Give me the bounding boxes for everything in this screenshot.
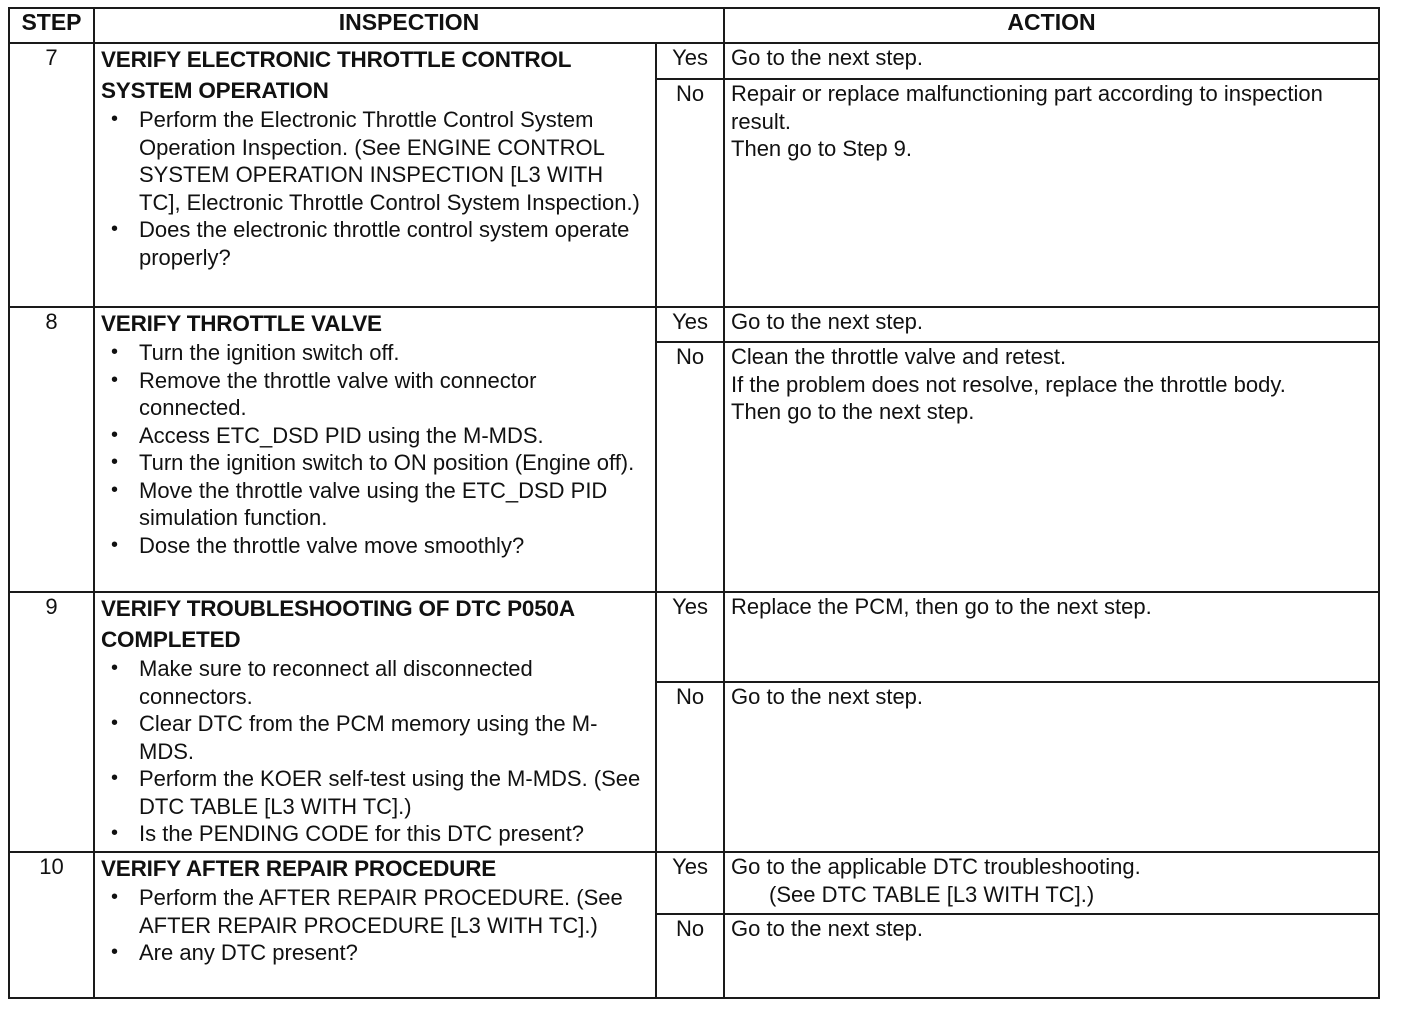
yes-action: Go to the next step. xyxy=(724,43,1379,79)
inspection-header: INSPECTION xyxy=(94,8,724,43)
inspection-title: VERIFY TROUBLESHOOTING OF DTC P050A COMPLETED xyxy=(101,596,575,652)
table-row xyxy=(9,592,1379,682)
inspection-title: VERIFY ELECTRONIC THROTTLE CONTROL SYSTEM OPERATION xyxy=(101,47,572,103)
inspection-bullet-list xyxy=(101,339,649,559)
action-header: ACTION xyxy=(724,8,1379,43)
inspection-cell xyxy=(94,43,656,307)
no-label: No xyxy=(656,79,724,307)
table-row xyxy=(9,43,1379,79)
step-number: 7 xyxy=(9,43,94,307)
step-number: 8 xyxy=(9,307,94,592)
yes-label: Yes xyxy=(656,592,724,682)
list-item: • Dose the throttle valve move smoothly? xyxy=(139,532,649,560)
inspection-cell xyxy=(94,592,656,852)
list-item: • Move the throttle valve using the ETC_DSD PID simulation function. xyxy=(139,477,649,532)
no-label: No xyxy=(656,914,724,998)
inspection-bullet-list xyxy=(101,655,649,848)
no-label: No xyxy=(656,682,724,852)
yes-action: Go to the applicable DTC troubleshooting. (See DTC TABLE [L3 WITH TC].) xyxy=(724,852,1379,914)
inspection-cell xyxy=(94,852,656,998)
list-item: • Access ETC_DSD PID using the M-MDS. xyxy=(139,422,649,450)
yes-action: Replace the PCM, then go to the next step. xyxy=(724,592,1379,682)
inspection-title: VERIFY THROTTLE VALVE xyxy=(101,311,382,336)
no-action: Go to the next step. xyxy=(724,914,1379,998)
list-item: • Are any DTC present? xyxy=(139,939,649,967)
inspection-bullet-list xyxy=(101,884,649,967)
yes-action: Go to the next step. xyxy=(724,307,1379,342)
list-item: • Clear DTC from the PCM memory using the M-MDS. xyxy=(139,710,649,765)
list-item: • Is the PENDING CODE for this DTC present? xyxy=(139,820,649,848)
list-item: • Perform the AFTER REPAIR PROCEDURE. (See AFTER REPAIR PROCEDURE [L3 WITH TC].) xyxy=(139,884,649,939)
table-row xyxy=(9,307,1379,342)
diagnostic-table xyxy=(8,7,1380,999)
step-number: 9 xyxy=(9,592,94,852)
list-item: • Does the electronic throttle control system operate properly? xyxy=(139,216,649,271)
list-item: • Perform the Electronic Throttle Control System Operation Inspection. (See ENGINE CONTROL SYSTEM OPERATION INSPECTION [L3 WITH TC], Electronic Throttle Control System Inspection.) xyxy=(139,106,649,216)
step-header: STEP xyxy=(9,8,94,43)
no-action: Go to the next step. xyxy=(724,682,1379,852)
inspection-title: VERIFY AFTER REPAIR PROCEDURE xyxy=(101,856,497,881)
list-item: • Turn the ignition switch to ON position (Engine off). xyxy=(139,449,649,477)
list-item: • Turn the ignition switch off. xyxy=(139,339,649,367)
inspection-bullet-list xyxy=(101,106,649,271)
yes-label: Yes xyxy=(656,307,724,342)
step-number: 10 xyxy=(9,852,94,998)
list-item: • Perform the KOER self-test using the M-MDS. (See DTC TABLE [L3 WITH TC].) xyxy=(139,765,649,820)
no-label: No xyxy=(656,342,724,592)
yes-label: Yes xyxy=(656,43,724,79)
header-row xyxy=(9,8,1379,43)
no-action: Clean the throttle valve and retest. If the problem does not resolve, replace the throttle body. Then go to the next step. xyxy=(724,342,1379,592)
list-item: • Remove the throttle valve with connector connected. xyxy=(139,367,649,422)
yes-label: Yes xyxy=(656,852,724,914)
inspection-cell xyxy=(94,307,656,592)
table-row xyxy=(9,852,1379,914)
list-item: • Make sure to reconnect all disconnected connectors. xyxy=(139,655,649,710)
no-action: Repair or replace malfunctioning part according to inspection result. Then go to Step 9. xyxy=(724,79,1379,307)
